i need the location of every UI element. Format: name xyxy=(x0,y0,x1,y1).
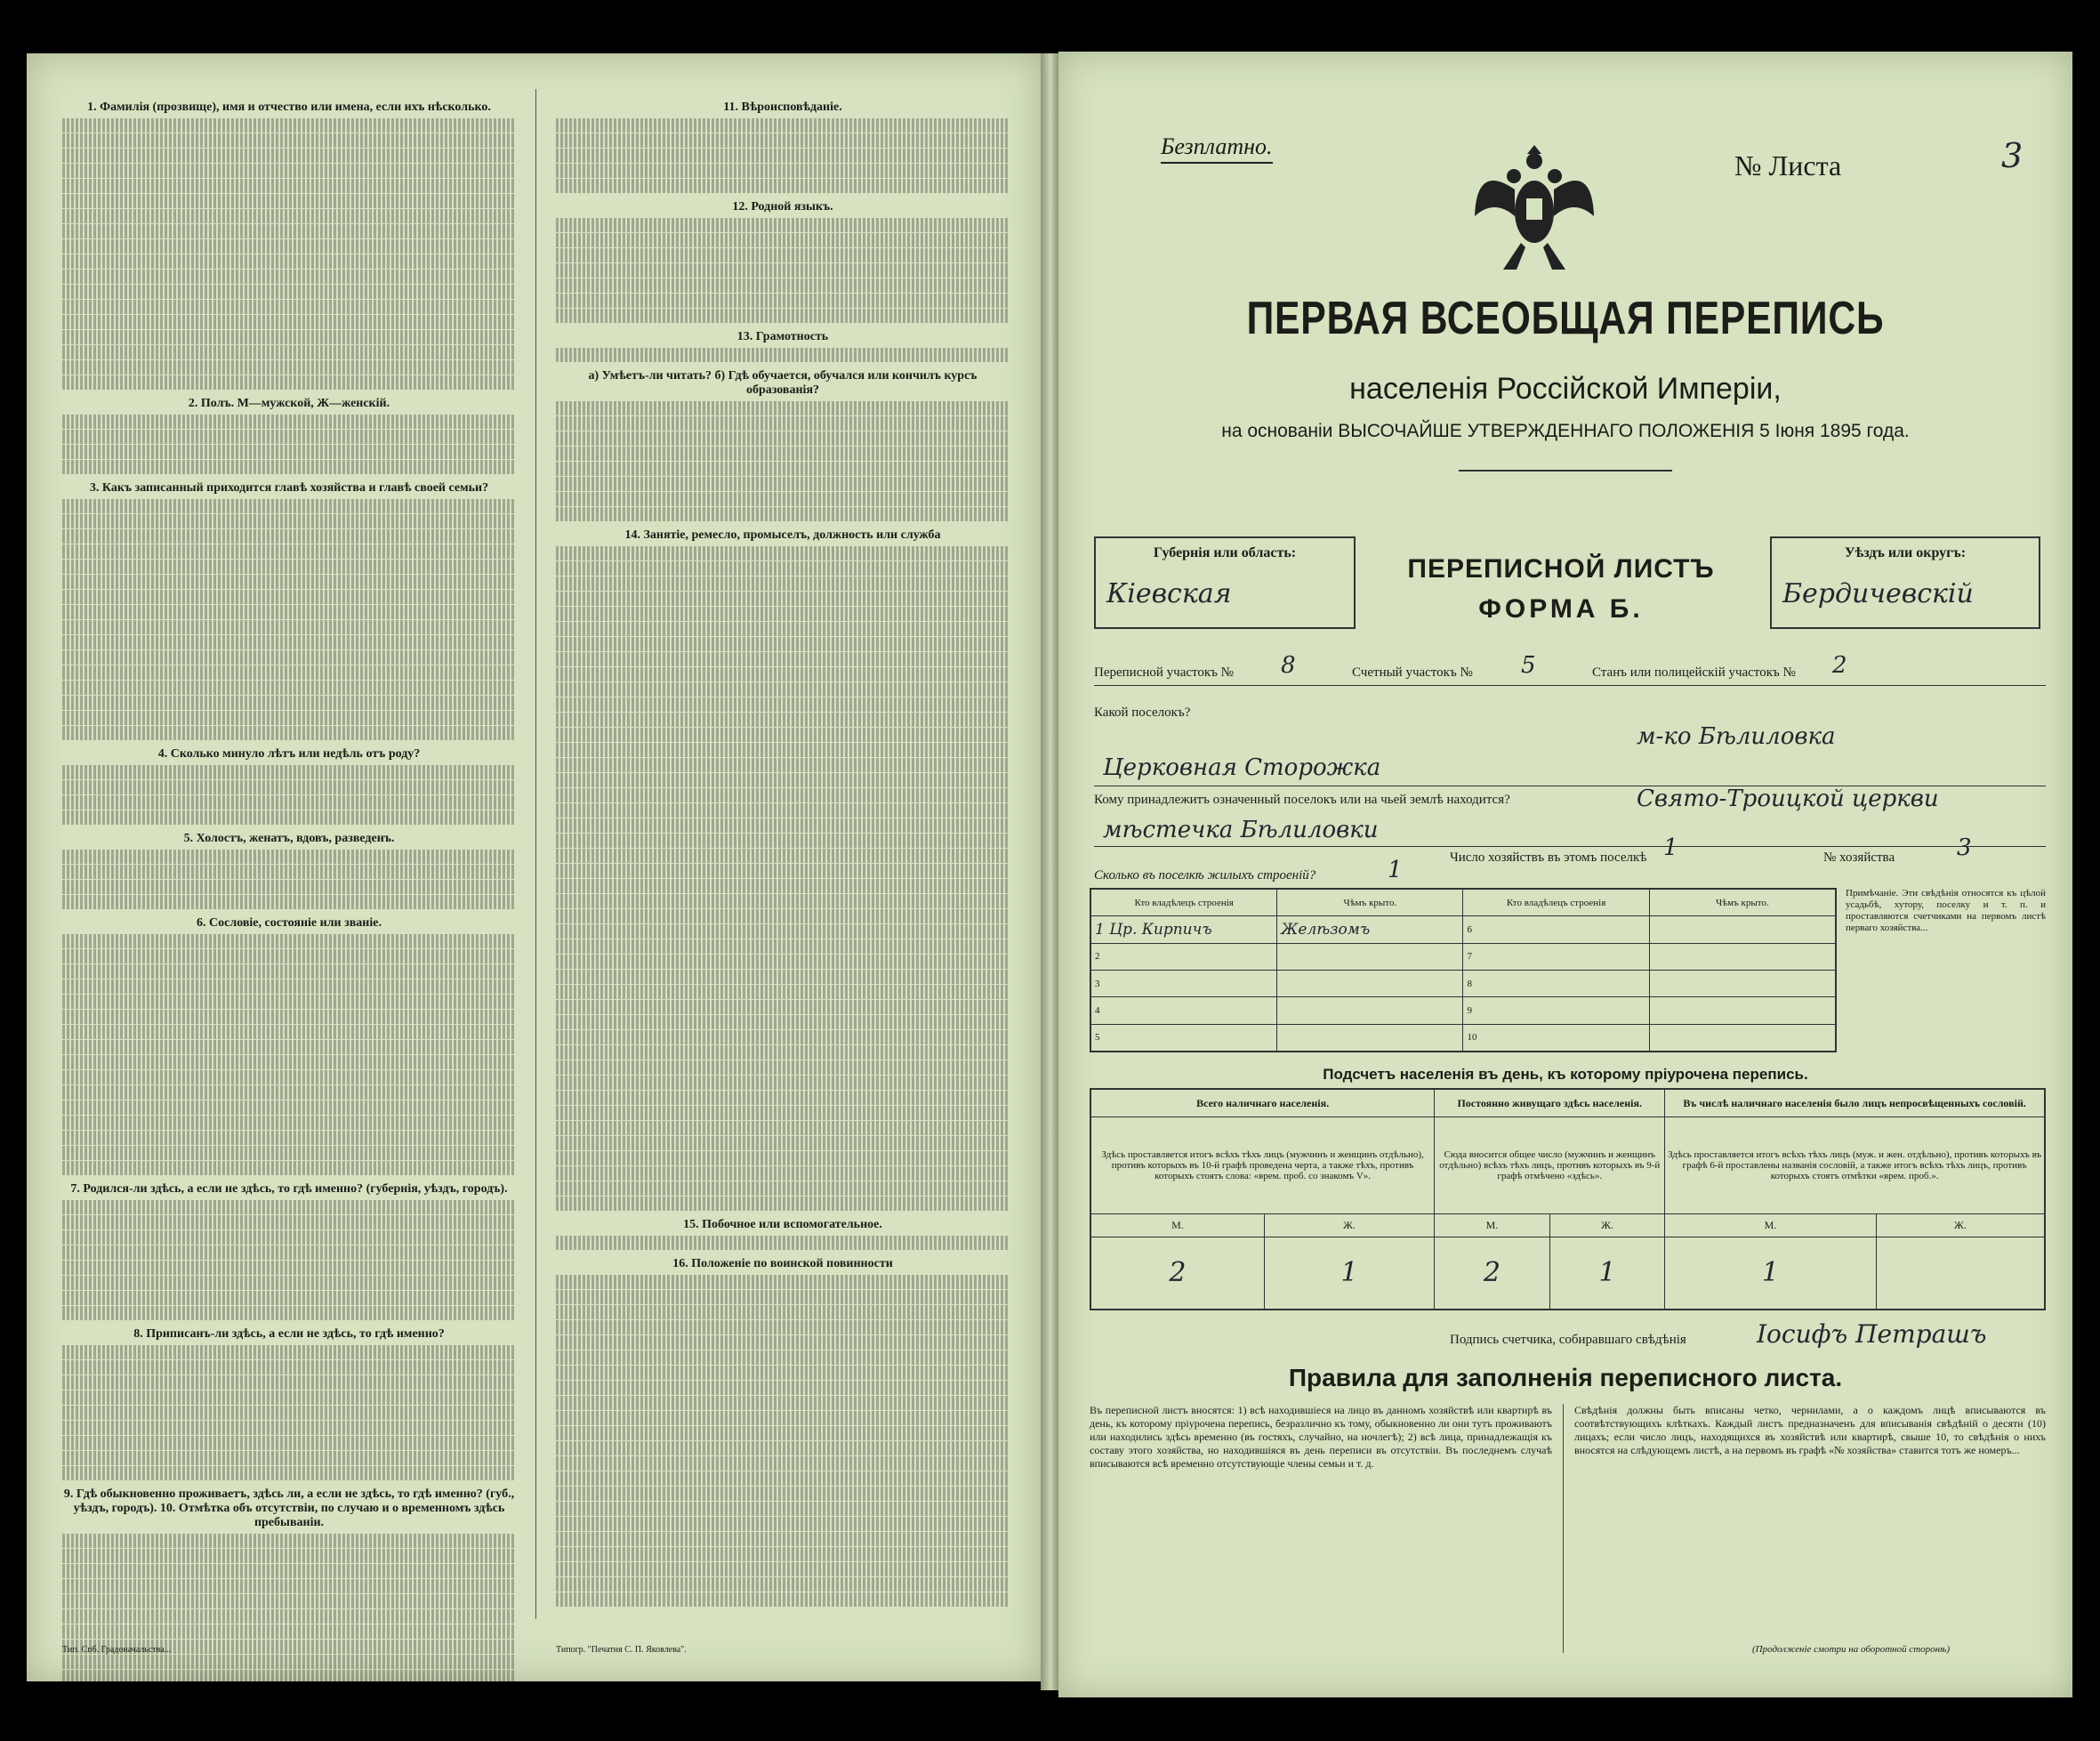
signature-label: Подпись счетчика, собиравшаго свѣдѣнія xyxy=(1450,1333,1686,1347)
instruction-text-line xyxy=(62,665,516,680)
printer-note: Типогр. "Печатня С. П. Яковлева". xyxy=(556,1645,687,1655)
instruction-text-line xyxy=(62,239,516,254)
province-label: Губернія или область: xyxy=(1153,545,1297,560)
instruction-heading: 16. Положеніе по воинской повинности xyxy=(672,1257,893,1270)
instruction-text-line xyxy=(556,462,1010,476)
instruction-text-line xyxy=(556,637,1010,651)
instruction-text-line xyxy=(62,1245,516,1260)
table-row: 2 7 xyxy=(1090,943,1836,970)
book-spine xyxy=(1041,53,1060,1690)
instruction-text-line xyxy=(556,477,1010,491)
province-box xyxy=(1094,536,1356,629)
buildings-label: Сколько въ поселкѣ жилыхъ строеній? xyxy=(1094,868,1316,883)
count-value: 2 xyxy=(1090,1237,1264,1310)
instruction-text-line xyxy=(62,1131,516,1145)
instruction-text-line xyxy=(62,681,516,695)
instruction-text-line xyxy=(62,765,516,779)
instruction-text-line xyxy=(556,546,1010,560)
household-number-value: 3 xyxy=(1957,834,1972,861)
instruction-heading: 9. Гдѣ обыкновенно проживаетъ, здѣсь ли, а если не здѣсь, то гдѣ именно? (губ., уѣздъ, городъ). 10. Отмѣтка объ отсутствіи, по случаю и о временномъ здѣсь пребываніи. xyxy=(63,1487,515,1529)
census-district-label: Переписной участокъ № xyxy=(1094,665,1234,680)
instruction-text-line xyxy=(556,561,1010,576)
instructions-column-1 xyxy=(62,93,516,1681)
instruction-text-line xyxy=(62,164,516,178)
instruction-text-line xyxy=(62,1070,516,1084)
instruction-text-line xyxy=(62,430,516,444)
household-number-label: № хозяйства xyxy=(1823,850,1895,865)
instruction-text-line xyxy=(62,179,516,193)
instruction-text-line xyxy=(62,1010,516,1024)
instruction-text-line xyxy=(556,909,1010,923)
form-line xyxy=(1094,846,2046,847)
instruction-text-line xyxy=(62,1406,516,1420)
instruction-text-line xyxy=(556,1015,1010,1029)
instruction-text-line xyxy=(556,1547,1010,1561)
instruction-heading: 5. Холостъ, женатъ, вдовъ, разведенъ. xyxy=(183,832,395,845)
form-line xyxy=(1094,685,2046,686)
instruction-text-line xyxy=(62,1421,516,1435)
instruction-text-line xyxy=(62,1624,516,1639)
instruction-text-line xyxy=(62,1276,516,1290)
count-value xyxy=(1876,1237,2045,1310)
instruction-text-line xyxy=(62,1215,516,1229)
instruction-text-line xyxy=(556,447,1010,461)
sheet-number-value: 3 xyxy=(2001,136,2024,175)
instruction-text-line xyxy=(556,834,1010,848)
instruction-text-line xyxy=(62,149,516,163)
instruction-text-line xyxy=(62,1609,516,1624)
instruction-text-line xyxy=(556,955,1010,969)
instruction-text-line xyxy=(62,964,516,979)
instruction-text-line xyxy=(556,773,1010,787)
instruction-text-line xyxy=(62,330,516,344)
instruction-text-line xyxy=(556,1045,1010,1060)
census-subtitle: населенія Россійской Имперіи, xyxy=(1349,372,1782,406)
instruction-text-line xyxy=(62,1146,516,1160)
instruction-heading: 15. Побочное или вспомогательное. xyxy=(683,1218,882,1231)
instruction-text-line xyxy=(62,795,516,810)
instruction-text-line xyxy=(62,1085,516,1100)
instruction-heading: 13. Грамотность xyxy=(736,330,829,343)
column-divider xyxy=(535,89,536,1619)
instruction-text-line xyxy=(556,348,1010,362)
roof-value: Желѣзомъ xyxy=(1277,916,1463,943)
counting-district-label: Счетный участокъ № xyxy=(1352,665,1473,680)
households-value: 1 xyxy=(1663,834,1678,861)
instruction-heading: 6. Сословіе, состояніе или званіе. xyxy=(197,916,382,930)
instruction-text-line xyxy=(62,810,516,825)
census-district-value: 8 xyxy=(1281,652,1296,679)
instruction-text-line xyxy=(62,1261,516,1275)
instruction-text-line xyxy=(556,849,1010,863)
instruction-text-line xyxy=(556,1197,1010,1211)
instruction-text-line xyxy=(556,1350,1010,1365)
instruction-text-line xyxy=(556,667,1010,681)
instruction-text-line xyxy=(556,1136,1010,1150)
rules-column-1: Въ переписной листъ вносятся: 1) всѣ находившіеся на лицо въ данномъ хозяйствѣ или квартирѣ въ день, къ которому пріурочена перепись, безразлично къ тому, обыкновенно ли они тутъ проживаютъ или находились здѣсь временно (въ гостяхъ, случайно, на ночлегѣ); 2) всѣ лица, принадлежащія къ составу этого хозяйства, но находившіяся въ день переписи въ отсутствіи. Въ последнемъ случаѣ вписываются всѣ временно отсутствующіе члены семьи и т. д. xyxy=(1090,1404,1552,1470)
instruction-text-line xyxy=(62,650,516,665)
settlement-value-2: Церковная Сторожка xyxy=(1103,754,1381,781)
instruction-text-line xyxy=(556,939,1010,954)
instruction-text-line xyxy=(62,620,516,634)
count-desc-total: Здѣсь проставляется итогъ всѣхъ тѣхъ лицъ (мужчинъ и женщинъ отдѣльно), противъ которыхъ въ 10-й графѣ проведена черта, а также тѣхъ, противъ которыхъ стоятъ слова: «врем. проб. со знакомъ V». xyxy=(1090,1117,1435,1213)
instruction-text-line xyxy=(556,1456,1010,1471)
instruction-text-line xyxy=(62,1594,516,1608)
instruction-text-line xyxy=(556,149,1010,163)
sheet-number-label: № Листа xyxy=(1734,149,1842,181)
instruction-text-line xyxy=(62,934,516,948)
instruction-text-line xyxy=(62,1534,516,1548)
instruction-text-line xyxy=(556,1366,1010,1380)
instruction-text-line xyxy=(62,949,516,963)
instruction-text-line xyxy=(556,278,1010,293)
instruction-heading: 4. Сколько минуло лѣтъ или недѣль отъ роду? xyxy=(157,747,421,761)
instruction-text-line xyxy=(556,263,1010,278)
instruction-text-line xyxy=(62,560,516,574)
instruction-text-line xyxy=(62,499,516,513)
owner-label: Кому принадлежитъ означенный поселокъ или на чьей землѣ находится? xyxy=(1094,793,1510,807)
instruction-text-line xyxy=(556,1411,1010,1425)
instruction-text-line xyxy=(62,1040,516,1054)
instruction-text-line xyxy=(556,576,1010,591)
instruction-text-line xyxy=(556,894,1010,908)
instruction-text-line xyxy=(62,445,516,459)
police-value: 2 xyxy=(1832,652,1847,679)
instruction-text-line xyxy=(62,1230,516,1245)
instruction-text-line xyxy=(556,1517,1010,1531)
instruction-text-line xyxy=(556,401,1010,415)
instruction-text-line xyxy=(556,1592,1010,1607)
instruction-text-line xyxy=(556,803,1010,818)
instruction-text-line xyxy=(556,1076,1010,1090)
table-header-roof: Чѣмъ крыто. xyxy=(1649,889,1836,916)
signature: Іосифъ Петрашъ xyxy=(1757,1319,1987,1349)
free-label: Безплатно. xyxy=(1161,133,1273,164)
instruction-text-line xyxy=(62,1055,516,1069)
province-value: Кіевская xyxy=(1106,578,1232,609)
instruction-text-line xyxy=(556,1305,1010,1319)
instruction-text-line xyxy=(62,544,516,559)
instruction-text-line xyxy=(556,592,1010,606)
instruction-text-line xyxy=(556,1441,1010,1455)
table-row: 5 10 xyxy=(1090,1024,1836,1052)
instruction-text-line xyxy=(62,1161,516,1175)
instruction-text-line xyxy=(556,1151,1010,1165)
instruction-text-line xyxy=(556,416,1010,431)
divider xyxy=(1459,470,1672,472)
instruction-text-line xyxy=(62,880,516,894)
instruction-text-line xyxy=(62,1116,516,1130)
instruction-text-line xyxy=(556,1290,1010,1304)
instruction-text-line xyxy=(62,270,516,284)
double-headed-eagle-icon xyxy=(1468,127,1601,278)
instruction-heading: 14. Занятіе, ремесло, промыселъ, должность или служба xyxy=(624,528,941,542)
count-header-total: Всего наличнаго населенія. xyxy=(1090,1089,1435,1117)
instruction-text-line xyxy=(556,1091,1010,1105)
instruction-text-line xyxy=(62,1025,516,1039)
instruction-text-line xyxy=(62,780,516,794)
instruction-text-line xyxy=(62,1549,516,1563)
count-value: 2 xyxy=(1435,1237,1550,1310)
instruction-text-line xyxy=(62,1451,516,1465)
buildings-value: 1 xyxy=(1388,857,1403,883)
instruction-heading: 8. Приписанъ-ли здѣсь, а если не здѣсь, то гдѣ именно? xyxy=(133,1327,445,1341)
population-count-table: Всего наличнаго населенія. Постоянно живущаго здѣсь населенія. Въ числѣ наличнаго населенія было лицъ непросвѣщенныхъ сословій. Здѣсь проставляется итогъ всѣхъ тѣхъ лицъ (мужчинъ и женщинъ отдѣльно), противъ которыхъ въ 10-й графѣ проведена черта, а также тѣхъ, противъ которыхъ стоятъ слова: «врем. проб. со знакомъ V». Сюда вносится общее число (мужчинъ и женщинъ отдѣльно) всѣхъ тѣхъ лицъ, противъ которыхъ въ 9-й графѣ отмѣчено «здѣсь». Здѣсь проставляется итогъ всѣхъ тѣхъ лицъ (муж. и жен. отдѣльно), противъ которыхъ въ графѣ 6-й проставлены названія сословій, а также итогъ всѣхъ тѣхъ лицъ, противъ которыхъ стоятъ отмѣтки «врем. проб.». М. Ж. М. Ж. М. Ж. 2 1 2 1 1 xyxy=(1090,1088,2046,1310)
count-desc-estates: Здѣсь проставляется итогъ всѣхъ тѣхъ лицъ (муж. и жен. отдѣльно), противъ которыхъ въ графѣ 6-й проставлены названія сословій, а также итогъ всѣхъ тѣхъ лицъ, противъ которыхъ стоятъ отмѣтки «врем. проб.». xyxy=(1665,1117,2045,1213)
instruction-text-line xyxy=(556,622,1010,636)
instruction-text-line xyxy=(556,1000,1010,1014)
count-header-permanent: Постоянно живущаго здѣсь населенія. xyxy=(1435,1089,1665,1117)
count-value: 1 xyxy=(1264,1237,1434,1310)
instruction-text-line xyxy=(556,788,1010,802)
column-divider xyxy=(1563,1404,1564,1653)
instruction-text-line xyxy=(62,711,516,725)
instruction-text-line xyxy=(556,1166,1010,1181)
instruction-text-line xyxy=(62,1291,516,1305)
instruction-text-line xyxy=(556,652,1010,666)
instruction-text-line xyxy=(556,697,1010,712)
instruction-text-line xyxy=(62,1466,516,1480)
instruction-text-line xyxy=(62,375,516,390)
instruction-text-line xyxy=(556,1121,1010,1135)
rules-title: Правила для заполненія переписного листа. xyxy=(1288,1364,1843,1391)
instruction-text-line xyxy=(62,605,516,619)
instruction-text-line xyxy=(556,1335,1010,1350)
instruction-text-line xyxy=(62,1200,516,1214)
note-text: Примѣчаніе. Эти свѣдѣнія относятся къ цѣлой усадьбѣ, хутору, поселку и т. п. и проставляются счетчиками на первомъ листѣ перваго хозяйства... xyxy=(1846,888,2046,933)
instruction-text-line xyxy=(62,865,516,879)
buildings-table xyxy=(1090,888,1837,1052)
instruction-text-line xyxy=(556,309,1010,323)
instruction-text-line xyxy=(62,1100,516,1115)
instruction-heading: 3. Какъ записанный приходится главѣ хозяйства и главѣ своей семьи? xyxy=(89,481,489,495)
instruction-heading: 2. Полъ. М—мужской, Ж—женскій. xyxy=(188,397,390,410)
instruction-text-line xyxy=(62,345,516,359)
instruction-text-line xyxy=(556,248,1010,262)
instruction-text-line xyxy=(556,1181,1010,1196)
instruction-text-line xyxy=(556,879,1010,893)
instruction-text-line xyxy=(556,713,1010,727)
instruction-text-line xyxy=(556,1275,1010,1289)
instruction-text-line xyxy=(556,294,1010,308)
district-value: Бердичевскій xyxy=(1782,578,1974,609)
instruction-text-line xyxy=(62,194,516,208)
instruction-text-line xyxy=(556,970,1010,984)
instruction-text-line xyxy=(556,1030,1010,1044)
instruction-heading: 1. Фамилія (прозвище), имя и отчество или имена, если ихъ нѣсколько. xyxy=(87,101,491,114)
instruction-text-line xyxy=(556,218,1010,232)
instruction-text-line xyxy=(62,118,516,133)
instruction-text-line xyxy=(62,1564,516,1578)
census-title: ПЕРВАЯ ВСЕОБЩАЯ ПЕРЕПИСЬ xyxy=(1246,293,1885,344)
instruction-text-line xyxy=(556,1577,1010,1592)
printer-note: Тип. Спб. Градоначальства... xyxy=(62,1645,172,1655)
instruction-text-line xyxy=(556,924,1010,939)
table-row: 1 Цр. Кирпичъ Желѣзомъ 6 xyxy=(1090,916,1836,943)
counting-district-value: 5 xyxy=(1521,652,1536,679)
instruction-text-line xyxy=(62,1579,516,1593)
settlement-label: Какой поселокъ? xyxy=(1094,705,1191,720)
instruction-text-line xyxy=(556,1502,1010,1516)
count-desc-permanent: Сюда вносится общее число (мужчинъ и женщинъ отдѣльно) всѣхъ тѣхъ лицъ, противъ которыхъ въ 9-й графѣ отмѣчено «здѣсь». xyxy=(1435,1117,1665,1213)
instruction-text-line xyxy=(556,133,1010,148)
owner-value-2: мѣстечка Бѣлиловки xyxy=(1103,817,1379,843)
count-value: 1 xyxy=(1549,1237,1665,1310)
instruction-text-line xyxy=(62,1670,516,1681)
instruction-text-line xyxy=(62,1390,516,1405)
instruction-text-line xyxy=(62,995,516,1009)
instruction-text-line xyxy=(556,179,1010,193)
instruction-heading: а) Умѣетъ-ли читать? б) Гдѣ обучается, обучался или кончилъ курсъ образованія? xyxy=(588,369,978,397)
instruction-text-line xyxy=(556,1396,1010,1410)
instruction-text-line xyxy=(556,492,1010,506)
instruction-text-line xyxy=(62,1306,516,1320)
instruction-text-line xyxy=(62,415,516,429)
right-page xyxy=(1058,52,2072,1697)
instruction-text-line xyxy=(556,1236,1010,1250)
instruction-text-line xyxy=(556,233,1010,247)
instruction-text-line xyxy=(556,507,1010,521)
instruction-text-line xyxy=(556,985,1010,999)
instruction-text-line xyxy=(62,726,516,740)
instruction-heading: 7. Родился-ли здѣсь, а если не здѣсь, то гдѣ именно? (губернія, уѣздъ, городъ). xyxy=(70,1182,508,1196)
instruction-text-line xyxy=(556,1060,1010,1075)
instruction-text-line xyxy=(556,743,1010,757)
instruction-text-line xyxy=(556,607,1010,621)
continued-note: (Продолженіе смотри на оборотной сторонѣ) xyxy=(1752,1644,1951,1655)
owner-name: Цр. Кирпичъ xyxy=(1109,921,1212,939)
population-count-title: Подсчетъ населенія въ день, къ которому пріурочена перепись. xyxy=(1323,1066,1808,1083)
district-label: Уѣздъ или округъ: xyxy=(1844,545,1967,560)
instruction-text-line xyxy=(62,1360,516,1374)
instruction-text-line xyxy=(62,529,516,544)
sheet-form: ФОРМА Б. xyxy=(1478,594,1644,624)
instruction-text-line xyxy=(556,728,1010,742)
instruction-text-line xyxy=(556,164,1010,178)
count-value: 1 xyxy=(1665,1237,1876,1310)
instruction-text-line xyxy=(62,635,516,649)
sheet-type: ПЕРЕПИСНОЙ ЛИСТЪ xyxy=(1407,554,1715,584)
decree-line: на основаніи ВЫСОЧАЙШЕ УТВЕРЖДЕННАГО ПОЛОЖЕНІЯ 5 Іюня 1895 года. xyxy=(1221,421,1910,441)
settlement-value-1: м-ко Бѣлиловка xyxy=(1637,723,1836,750)
count-header-estates: Въ числѣ наличнаго населенія было лицъ непросвѣщенныхъ сословій. xyxy=(1665,1089,2045,1117)
instruction-text-line xyxy=(62,979,516,994)
instruction-text-line xyxy=(556,682,1010,697)
instruction-text-line xyxy=(62,1375,516,1390)
table-row: 4 9 xyxy=(1090,997,1836,1024)
instructions-column-2 xyxy=(556,93,1010,1608)
instruction-text-line xyxy=(62,1345,516,1359)
instruction-text-line xyxy=(62,209,516,223)
district-box xyxy=(1770,536,2040,629)
instruction-text-line xyxy=(62,575,516,589)
instruction-text-line xyxy=(62,300,516,314)
instruction-text-line xyxy=(62,895,516,909)
instruction-text-line xyxy=(62,360,516,375)
owner-value-1: Свято-Троицкой церкви xyxy=(1637,786,1939,812)
instruction-text-line xyxy=(556,864,1010,878)
instruction-text-line xyxy=(62,254,516,269)
instruction-text-line xyxy=(62,850,516,864)
instruction-heading: 11. Вѣроисповѣданіе. xyxy=(723,101,842,114)
instruction-text-line xyxy=(556,1532,1010,1546)
table-header-roof: Чѣмъ крыто. xyxy=(1277,889,1463,916)
instruction-text-line xyxy=(62,133,516,148)
instruction-text-line xyxy=(62,285,516,299)
instruction-text-line xyxy=(62,315,516,329)
police-label: Станъ или полицейскій участокъ № xyxy=(1592,665,1796,680)
instruction-text-line xyxy=(556,1562,1010,1576)
left-page xyxy=(27,53,1041,1681)
instruction-text-line xyxy=(556,818,1010,833)
instruction-text-line xyxy=(556,1426,1010,1440)
instruction-text-line xyxy=(556,1487,1010,1501)
instruction-text-line xyxy=(556,1320,1010,1334)
table-header-owner: Кто владѣлецъ строенія xyxy=(1463,889,1649,916)
instruction-text-line xyxy=(62,696,516,710)
instruction-heading: 12. Родной языкъ. xyxy=(732,200,833,214)
instruction-text-line xyxy=(556,118,1010,133)
rules-column-2: Свѣдѣнія должны быть вписаны четко, чернилами, а о каждомъ лицѣ вписываются въ соотвѣтствующихъ клѣткахъ. Каждый листъ предназначенъ для вписыванія свѣдѣній о десяти (10) лицахъ; если число лицъ, находящихся въ хозяйствѣ или квартирѣ, свыше 10, то свѣдѣнія о нихъ вносятся на слѣдующемъ листѣ, а на первомъ въ графѣ «№ хозяйства» ставится тотъ же номеръ... xyxy=(1574,1404,2046,1456)
instruction-text-line xyxy=(556,1106,1010,1120)
instruction-text-line xyxy=(62,514,516,528)
instruction-text-line xyxy=(62,224,516,238)
instruction-text-line xyxy=(62,1436,516,1450)
instruction-text-line xyxy=(62,460,516,474)
instruction-text-line xyxy=(556,431,1010,446)
table-header-owner: Кто владѣлецъ строенія xyxy=(1090,889,1277,916)
households-label: Число хозяйствъ въ этомъ поселкѣ xyxy=(1450,850,1647,865)
instruction-text-line xyxy=(556,1471,1010,1486)
instruction-text-line xyxy=(62,1655,516,1669)
table-row: 3 8 xyxy=(1090,970,1836,996)
instruction-text-line xyxy=(62,590,516,604)
instruction-text-line xyxy=(556,1381,1010,1395)
instruction-text-line xyxy=(556,758,1010,772)
